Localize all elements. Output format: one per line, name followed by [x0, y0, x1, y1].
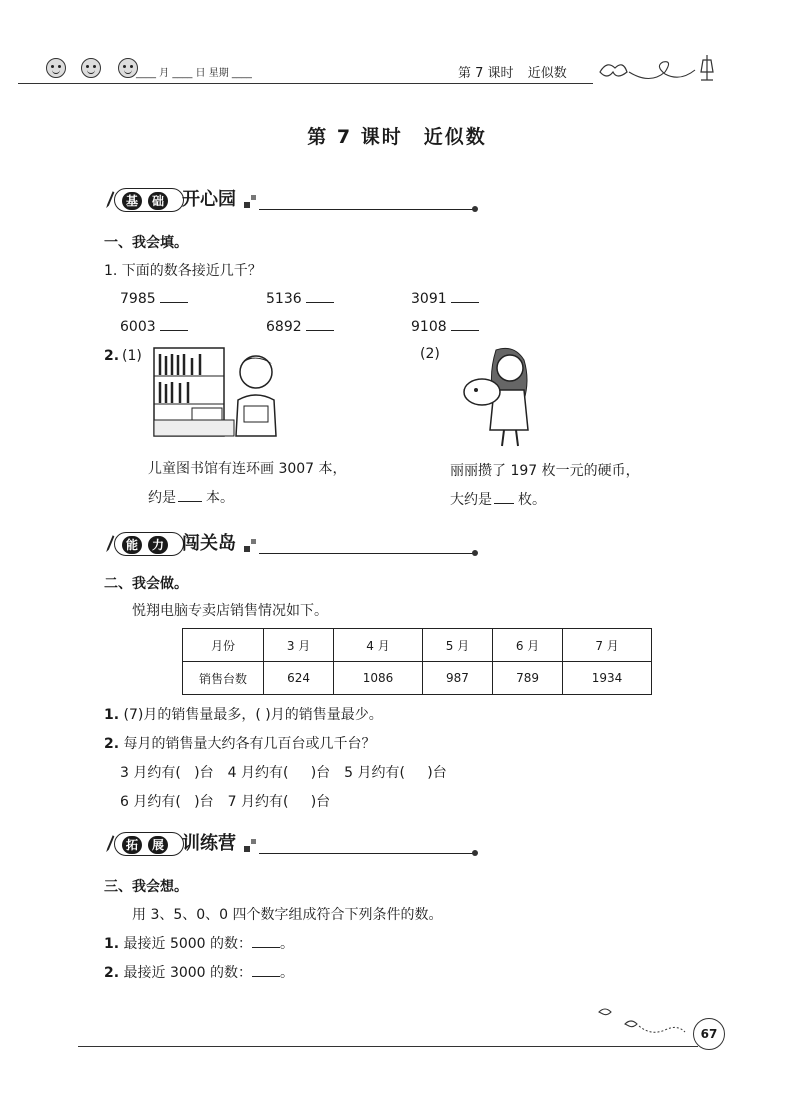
number-value: 6003	[120, 319, 156, 335]
sub-question	[104, 933, 294, 953]
section-title: 开心园	[182, 189, 236, 210]
section-dot	[472, 550, 478, 556]
header-lesson-number: 第 7 课时	[458, 66, 514, 81]
section-dot	[472, 206, 478, 212]
question-heading: 二、我会做。	[104, 576, 188, 592]
number-value: 3091	[411, 291, 447, 307]
answer-blank[interactable]	[252, 935, 280, 948]
sub-question-number: 2.	[104, 736, 120, 752]
table-header-cell: 6 月	[493, 629, 563, 662]
answer-line: 6 月约有( )台 7 月约有( )台	[120, 794, 331, 810]
sub-question-number: 1.	[104, 707, 120, 723]
number-value: 7985	[120, 291, 156, 307]
picture-caption	[450, 489, 546, 509]
answer-blank[interactable]	[178, 489, 202, 502]
question-heading: 一、我会填。	[104, 235, 188, 251]
page-title: 第 7 课时 近似数	[307, 126, 487, 148]
table-cell: 987	[422, 662, 492, 695]
number-value: 5136	[266, 291, 302, 307]
section-dot	[472, 850, 478, 856]
section-badge: 拓	[122, 836, 142, 854]
bird-swirl-decoration-icon	[595, 1002, 695, 1042]
picture-caption	[148, 487, 234, 507]
picture-caption: 儿童图书馆有连环画 3007 本，	[148, 461, 347, 477]
table-cell: 销售台数	[183, 662, 264, 695]
caption-text: 约是	[148, 490, 176, 506]
table-header-cell: 3 月	[264, 629, 334, 662]
number-item	[411, 318, 479, 335]
square-decoration	[244, 202, 250, 208]
square-decoration	[251, 539, 256, 544]
date-line: ____ 月 ____ 日 星期 ____	[136, 68, 252, 79]
page-number: 67	[693, 1018, 725, 1050]
header-lesson	[458, 62, 567, 81]
answer-blank[interactable]	[494, 491, 514, 504]
footer-rule	[78, 1046, 698, 1047]
picture-caption: 丽丽攒了 197 枚一元的硬币，	[450, 463, 640, 479]
question-text: 用 3、5、0、0 四个数字组成符合下列条件的数。	[132, 907, 443, 923]
section-header-ability	[104, 526, 484, 562]
smiley-icon	[118, 58, 138, 78]
square-decoration	[251, 839, 256, 844]
part-label: (1)	[122, 348, 142, 364]
sub-question-text: 最接近 5000 的数：	[123, 936, 253, 952]
section-badge: 能	[122, 536, 142, 554]
square-decoration	[244, 846, 250, 852]
girl-with-piggy-bank-illustration	[444, 340, 554, 450]
section-title: 闯关岛	[182, 533, 236, 554]
number-item	[120, 318, 188, 335]
boy-reading-in-library-illustration	[152, 346, 292, 440]
question-text	[104, 260, 262, 280]
sub-question	[104, 704, 383, 724]
punctuation: 。	[280, 965, 295, 981]
sub-question	[104, 733, 376, 753]
answer-blank[interactable]	[306, 290, 334, 303]
answer-line: 3 月约有( )台 4 月约有( )台 5 月约有( )台	[120, 765, 447, 781]
section-header-basics	[104, 182, 484, 218]
table-cell: 1086	[334, 662, 423, 695]
table-header-cell: 4 月	[334, 629, 423, 662]
caption-text: 枚。	[518, 492, 546, 508]
sub-question-text: 最接近 3000 的数：	[123, 965, 253, 981]
section-title: 训练营	[182, 833, 236, 854]
section-header-extension	[104, 826, 484, 862]
section-rule	[259, 209, 474, 210]
number-value: 6892	[266, 319, 302, 335]
table-header-cell: 7 月	[563, 629, 652, 662]
butterfly-swirl-decoration-icon	[595, 50, 725, 90]
number-item	[120, 290, 188, 307]
sub-question	[104, 962, 294, 982]
number-item	[266, 318, 334, 335]
sub-question-number: 2.	[104, 348, 120, 364]
part-label: (2)	[420, 346, 440, 362]
sub-question: 1. 下面的数各接近几千？	[104, 263, 262, 279]
table-cell: 1934	[563, 662, 652, 695]
sub-question-text: 每月的销售量大约各有几百台或几千台？	[123, 736, 376, 752]
question-text: 悦翔电脑专卖店销售情况如下。	[132, 603, 328, 619]
table-cell: 624	[264, 662, 334, 695]
sales-table	[182, 628, 652, 695]
header-topic: 近似数	[527, 66, 567, 81]
answer-blank[interactable]	[252, 964, 280, 977]
table-cell: 789	[493, 662, 563, 695]
table-header-cell: 5 月	[422, 629, 492, 662]
table-header-cell: 月份	[183, 629, 264, 662]
header-rule	[18, 83, 593, 84]
answer-blank[interactable]	[451, 290, 479, 303]
question-heading: 三、我会想。	[104, 879, 188, 895]
section-badge: 础	[148, 192, 168, 210]
sub-question-number: 1.	[104, 936, 120, 952]
sub-question-number: 2.	[104, 965, 120, 981]
answer-blank[interactable]	[306, 318, 334, 331]
table-header-row	[183, 629, 652, 662]
section-badge: 基	[122, 192, 142, 210]
number-item	[266, 290, 334, 307]
section-rule	[259, 853, 474, 854]
number-value: 9108	[411, 319, 447, 335]
sub-question-text: (7)月的销售量最多，( )月的销售量最少。	[123, 707, 383, 723]
smiley-icon	[81, 58, 101, 78]
table-row	[183, 662, 652, 695]
caption-text: 本。	[206, 490, 234, 506]
section-badge: 力	[148, 536, 168, 554]
answer-blank[interactable]	[451, 318, 479, 331]
square-decoration	[244, 546, 250, 552]
answer-blank[interactable]	[160, 318, 188, 331]
square-decoration	[251, 195, 256, 200]
section-rule	[259, 553, 474, 554]
caption-text: 大约是	[450, 492, 492, 508]
number-item	[411, 290, 479, 307]
punctuation: 。	[280, 936, 295, 952]
section-badge: 展	[148, 836, 168, 854]
smiley-icon	[46, 58, 66, 78]
answer-blank[interactable]	[160, 290, 188, 303]
